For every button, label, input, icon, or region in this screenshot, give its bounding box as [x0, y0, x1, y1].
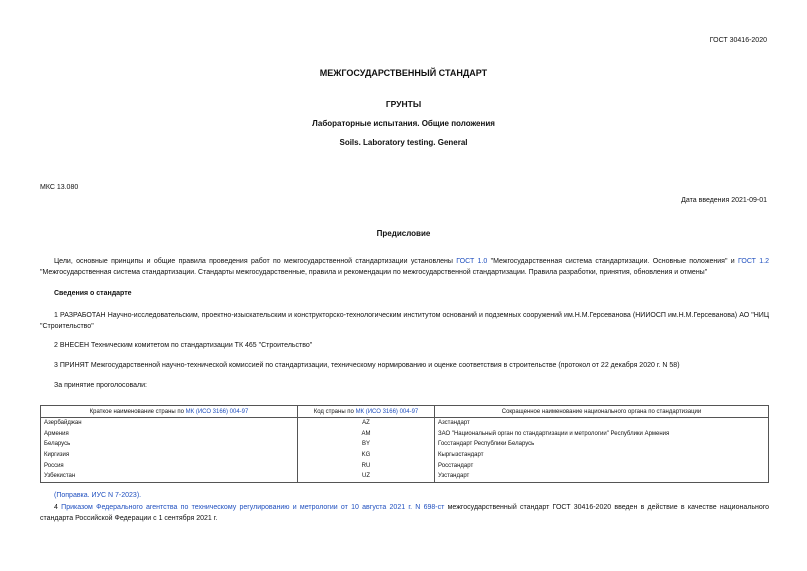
amendment-link[interactable]: (Поправка. ИУС N 7-2023). — [54, 492, 142, 499]
voting-table — [40, 405, 769, 483]
foreword-text-1: Цели, основные принципы и общие правила проведения работ по межгосударственной стандартизации установлены — [54, 258, 457, 265]
country-cell: Киргизия — [41, 450, 298, 461]
mk-iso-code-link[interactable]: МК (ИСО 3166) 004-97 — [355, 408, 419, 415]
body-cell: ЗАО "Национальный орган по стандартизации и метрологии" Республики Армения — [435, 429, 769, 440]
item-enacted — [40, 503, 769, 524]
item-developed: 1 РАЗРАБОТАН Научно-исследовательским, проектно-изыскательским и конструкторско-технологическим институтом оснований и подземных сооружений им.Н.М.Герсеванова (НИИОСП им.Н.М.Герсеванова) АО "НИЦ "Строительство" — [40, 312, 769, 330]
document-code: ГОСТ 30416-2020 — [709, 37, 767, 44]
country-cell: Армения — [41, 429, 298, 440]
table-row — [41, 439, 769, 450]
standard-info-heading: Сведения о стандарте — [54, 290, 132, 297]
code-cell: AZ — [298, 418, 435, 429]
body-cell: Узстандарт — [435, 471, 769, 482]
code-cell: UZ — [298, 471, 435, 482]
gost-1-2-link[interactable]: ГОСТ 1.2 — [738, 258, 769, 265]
header-country-text: Краткое наименование страны по — [89, 408, 186, 415]
code-cell: RU — [298, 460, 435, 471]
item4-number: 4 — [54, 504, 62, 511]
code-cell: KG — [298, 450, 435, 461]
item-introduced: 2 ВНЕСЕН Техническим комитетом по стандартизации ТК 465 "Строительство" — [54, 342, 313, 349]
table-row — [41, 418, 769, 429]
table-row — [41, 471, 769, 482]
voted-label: За принятие проголосовали: — [54, 382, 147, 389]
body-cell: Кыргызстандарт — [435, 450, 769, 461]
foreword-text-3: "Межгосударственная система стандартизации. Стандарты межгосударственные, правила и рекомендации по межгосударственной стандартизации. Правила разработки, принятия, обновления и отмены" — [40, 268, 708, 276]
body-cell: Госстандарт Республики Беларусь — [435, 439, 769, 450]
amendment-note — [40, 491, 769, 502]
body-cell: Росстандарт — [435, 460, 769, 471]
introduction-date: Дата введения 2021-09-01 — [681, 197, 767, 204]
item4-text: межгосударственный стандарт ГОСТ 30416-2020 введен в действие в качестве национального стандарта Российской Федерации с 1 сентября 2021 г. — [40, 504, 770, 522]
order-link[interactable]: Приказом Федерального агентства по техническому регулированию и метрологии от 10 августа 2021 г. N 698-ст — [61, 504, 445, 511]
country-cell: Узбекистан — [41, 471, 298, 482]
country-cell: Беларусь — [41, 439, 298, 450]
body-cell: Азстандарт — [435, 418, 769, 429]
table-row — [41, 429, 769, 440]
country-cell: Азербайджан — [41, 418, 298, 429]
header-country — [41, 406, 298, 418]
table-row — [41, 450, 769, 461]
mk-iso-link[interactable]: МК (ИСО 3166) 004-97 — [185, 408, 249, 415]
country-cell: Россия — [41, 460, 298, 471]
table-header-row — [41, 406, 769, 418]
document-subtitle: Лабораторные испытания. Общие положения — [312, 119, 495, 128]
foreword-paragraph — [40, 257, 769, 278]
header-body: Сокращенное наименование национального органа по стандартизации — [435, 406, 769, 418]
standard-heading: МЕЖГОСУДАРСТВЕННЫЙ СТАНДАРТ — [319, 68, 488, 78]
code-cell: AM — [298, 429, 435, 440]
gost-1-0-link[interactable]: ГОСТ 1.0 — [456, 258, 488, 265]
item-adopted: 3 ПРИНЯТ Межгосударственной научно-технической комиссией по стандартизации, техническому нормированию и оценке соответствия в строительстве (протокол от 22 декабря 2020 г. N 58) — [54, 362, 680, 369]
code-cell: BY — [298, 439, 435, 450]
header-code-text: Код страны по — [313, 408, 356, 415]
foreword-text-2: "Межгосударственная система стандартизации. Основные положения" и — [487, 258, 738, 265]
table-row — [41, 460, 769, 471]
document-title: ГРУНТЫ — [385, 99, 422, 109]
english-title: Soils. Laboratory testing. General — [339, 138, 468, 147]
header-code — [298, 406, 435, 418]
foreword-heading: Предисловие — [376, 229, 431, 238]
mks-code: МКС 13.080 — [40, 184, 79, 191]
